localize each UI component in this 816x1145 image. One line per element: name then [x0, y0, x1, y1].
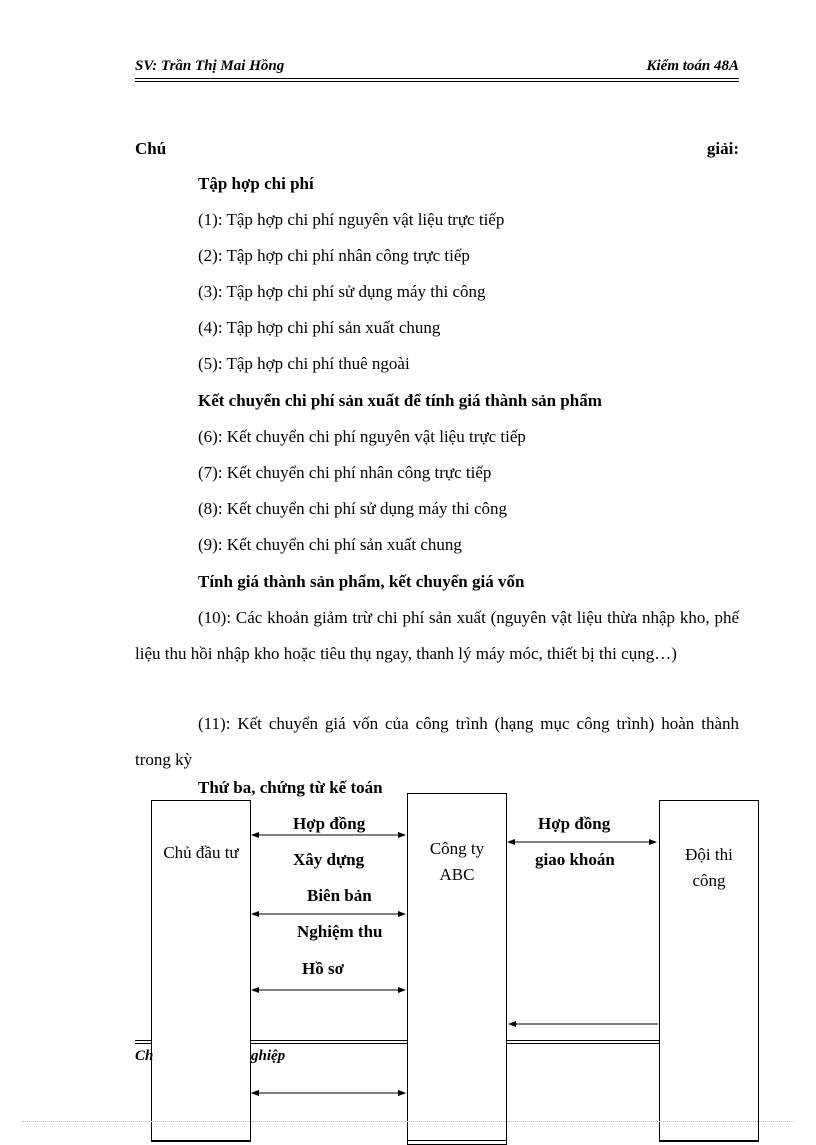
section1-item-4: (4): Tập hợp chi phí sản xuất chung	[198, 318, 441, 337]
section1-item-2: (2): Tập hợp chi phí nhân công trực tiếp	[198, 246, 470, 265]
section1-item-1: (1): Tập hợp chi phí nguyên vật liệu trực tiếp	[198, 210, 505, 229]
legend-giai: giải:	[706, 139, 739, 158]
paragraph-11: (11): Kết chuyển giá vốn của công trình (hạng mục công trình) hoàn thành trong kỳ	[135, 714, 739, 769]
footer-fragment-mid: ghiệp	[251, 1048, 286, 1064]
doc-label-contract: Hợp đồng	[293, 814, 366, 833]
doc-label-acceptance: Nghiệm thu	[297, 922, 383, 941]
page-bottom-dotted-line	[22, 1121, 794, 1122]
section2-item-8: (8): Kết chuyển chi phí sử dụng máy thi công	[198, 499, 508, 518]
doc-label-subcontract: Hợp đồng	[538, 814, 611, 833]
doc-label-construction: Xây dựng	[293, 850, 365, 869]
legend-chu: Chú	[135, 139, 167, 158]
section2-item-9: (9): Kết chuyển chi phí sản xuất chung	[198, 535, 462, 554]
header-student-name: SV: Trần Thị Mai Hồng	[135, 58, 285, 74]
section1-title: Tập hợp chi phí	[198, 174, 314, 193]
section1-item-3: (3): Tập hợp chi phí sử dụng máy thi công	[198, 282, 486, 301]
box-team-label: Đội thi công	[685, 845, 733, 890]
section3-title: Tính giá thành sản phẩm, kết chuyển giá vốn	[198, 572, 525, 591]
section2-title: Kết chuyển chi phí sản xuất để tính giá thành sản phẩm	[198, 391, 602, 410]
section2-item-7: (7): Kết chuyển chi phí nhân công trực tiếp	[198, 463, 492, 482]
header-class-name: Kiểm toán 48A	[646, 58, 739, 74]
box-investor-label: Chủ đầu tư	[163, 843, 239, 862]
section2-item-6: (6): Kết chuyển chi phí nguyên vật liệu trực tiếp	[198, 427, 526, 446]
doc-label-records: Hồ sơ	[302, 959, 345, 978]
paragraph-10: (10): Các khoản giảm trừ chi phí sản xuất (nguyên vật liệu thừa nhập kho, phế liệu thu hồi nhập kho hoặc tiêu thụ ngay, thanh lý máy móc, thiết bị thi cụng…)	[135, 608, 739, 663]
footer-fragment-left: Ch	[135, 1048, 154, 1064]
doc-label-minutes: Biên bản	[307, 886, 372, 905]
section1-item-5: (5): Tập hợp chi phí thuê ngoài	[198, 354, 410, 373]
section-heading-documents: Thứ ba, chứng từ kế toán	[198, 778, 383, 797]
doc-label-assignment: giao khoán	[535, 850, 615, 869]
box-company-label: Công ty ABC	[429, 839, 485, 884]
